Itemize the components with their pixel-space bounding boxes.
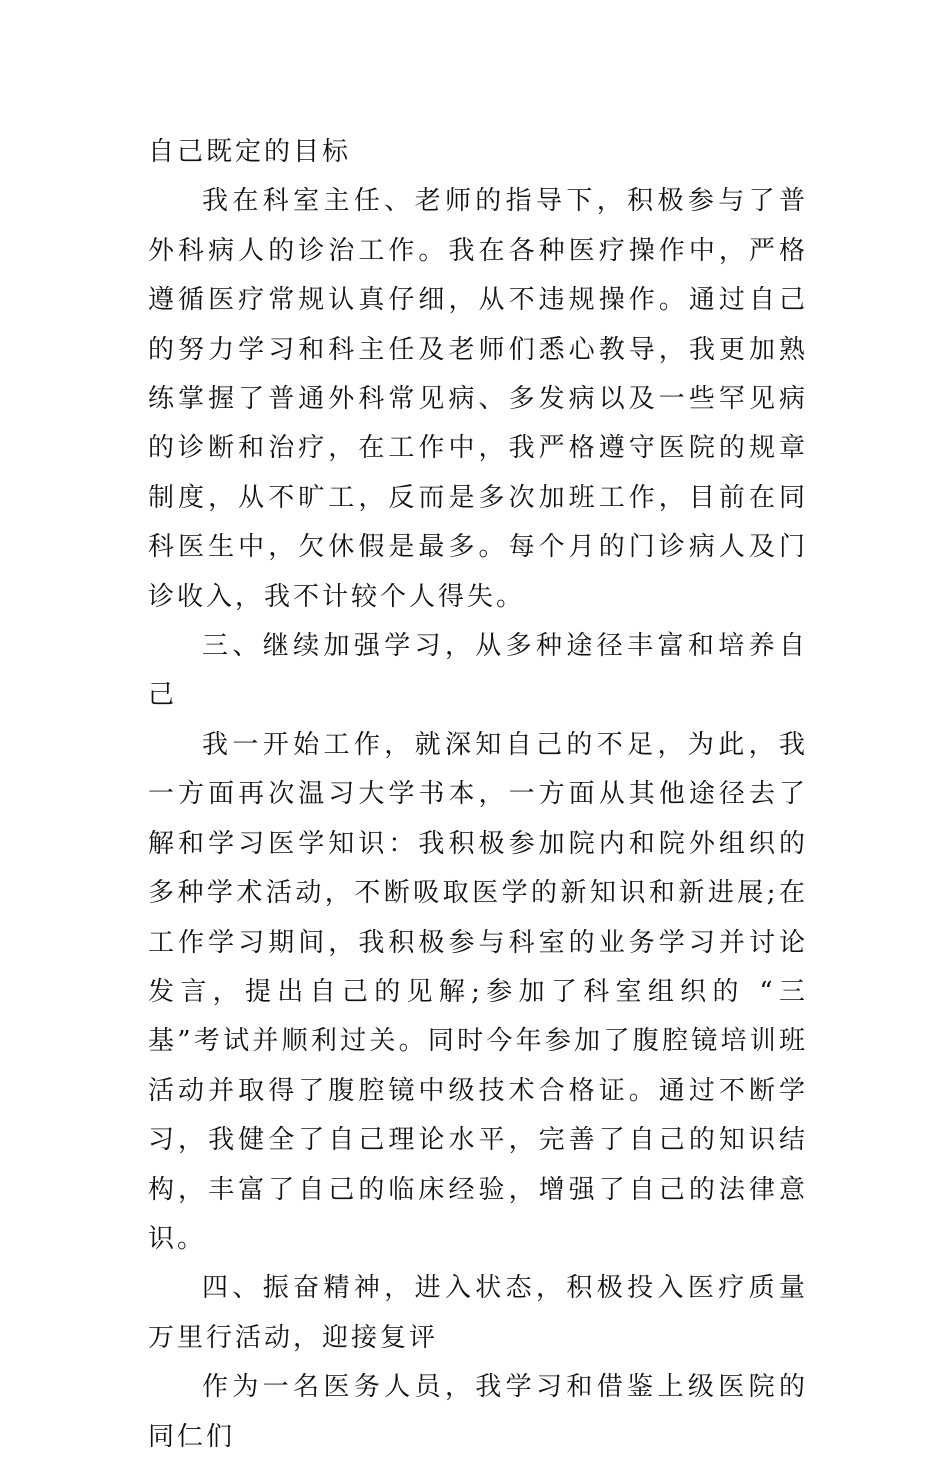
paragraph-learning: 我一开始工作，就深知自己的不足，为此，我一方面再次温习大学书本，一方面从其他途径去了解和学习医学知识：我积极参加院内和院外组织的多种学术活动，不断吸取医学的新知识和新进展;在工作学习期间，我积极参与科室的业务学习并讨论发言，提出自己的见解;参加了科室组织的 “三基”考试并顺利过关。同时今年参加了腹腔镜培训班活动并取得了腹腔镜中级技术合格证。通过不断学习，我健全了自己理论水平，完善了自己的知识结构，丰富了自己的临床经验，增强了自己的法律意识。 — [148, 729, 808, 1254]
paragraph-clinical-work: 我在科室主任、老师的指导下，积极参与了普外科病人的诊治工作。我在各种医疗操作中，严格遵循医疗常规认真仔细，从不违规操作。通过自己的努力学习和科主任及老师们悉心教导，我更加熟练掌握了普通外科常见病、多发病以及一些罕见病的诊断和治疗，在工作中，我严格遵守医院的规章制度，从不旷工，反而是多次加班工作，目前在同科医生中，欠休假是最多。每个月的门诊病人及门诊收入，我不计较个人得失。 — [148, 186, 808, 612]
section-heading-three: 三、继续加强学习，从多种途径丰富和培养自己 — [148, 631, 808, 711]
paragraph-medical-staff: 作为一名医务人员，我学习和借鉴上级医院的同仁们 — [148, 1372, 808, 1452]
section-heading-four: 四、振奋精神，进入状态，积极投入医疗质量万里行活动，迎接复评 — [148, 1273, 808, 1353]
document-body — [148, 128, 808, 1462]
paragraph-continuation: 自己既定的目标 — [148, 137, 352, 167]
